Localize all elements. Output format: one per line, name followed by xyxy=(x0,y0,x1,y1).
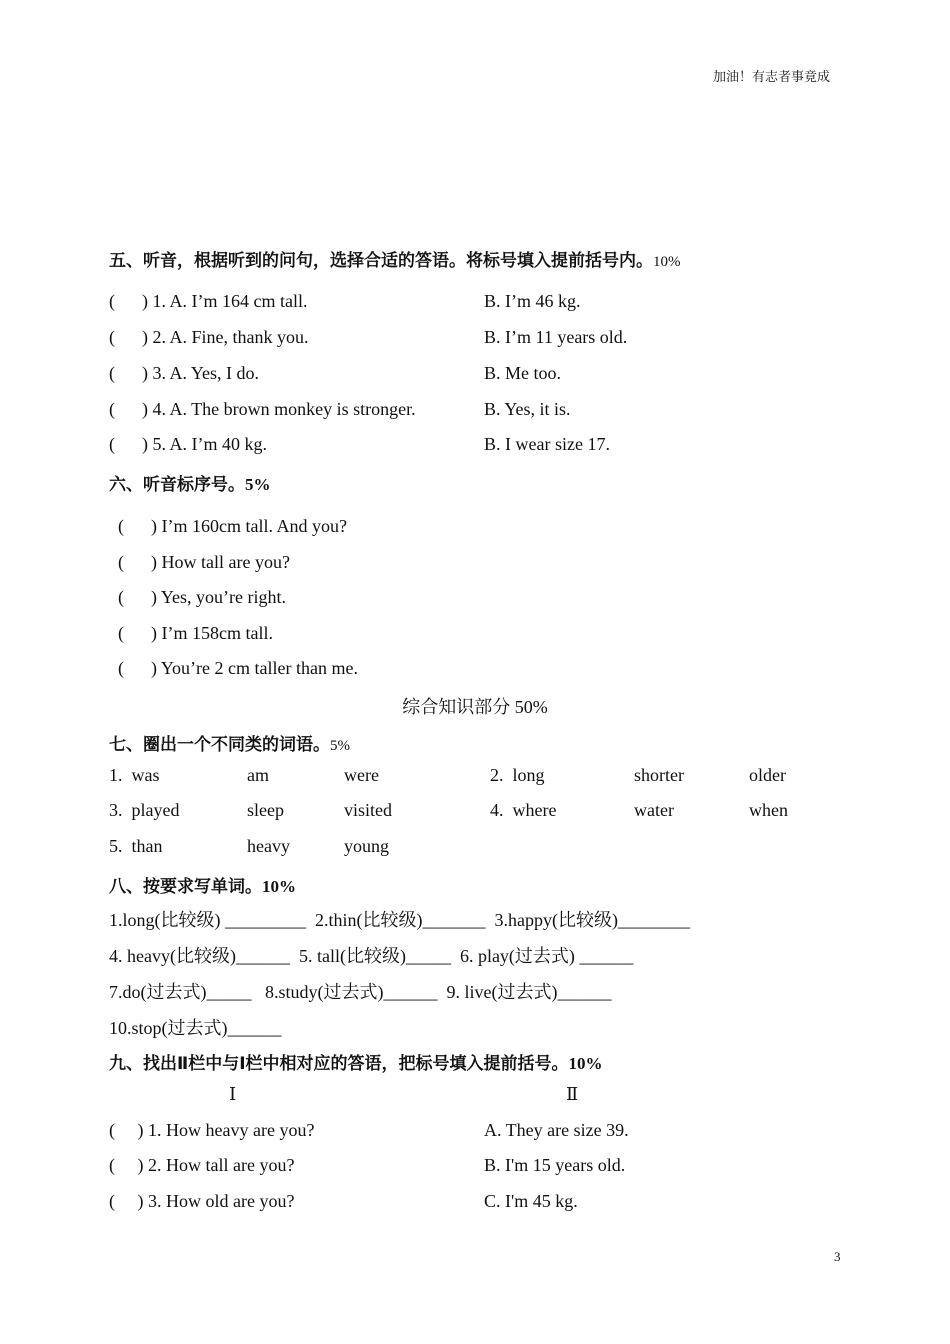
section5-item-3-option-b: B. Me too. xyxy=(484,363,562,383)
page-number: 3 xyxy=(834,1249,841,1264)
section5-title-text: 五、听音，根据听到的问句，选择合适的答语。将标号填入提前括号内。 xyxy=(109,251,653,271)
section5-item-2-option-b: B. I’m 11 years old. xyxy=(484,327,628,347)
section9-item-3-answer: C. I'm 45 kg. xyxy=(484,1191,578,1211)
section7-row-1-word-4: 2. long xyxy=(490,765,545,785)
section8-line-4: 10.stop(过去式)______ xyxy=(109,1018,282,1038)
section5-item-5-question: ( ) 5. A. I’m 40 kg. xyxy=(109,434,267,454)
section7-row-3-word-2: heavy xyxy=(247,836,290,856)
section9-title-text: 九、找出Ⅱ栏中与Ⅰ栏中相对应的答语，把标号填入提前括号。 xyxy=(109,1054,569,1074)
section5-item-2-question: ( ) 2. A. Fine, thank you. xyxy=(109,327,309,347)
section9-item-1-question: ( ) 1. How heavy are you? xyxy=(109,1120,315,1140)
section7-row-1-word-1: 1. was xyxy=(109,765,160,785)
section7-row-3-word-1: 5. than xyxy=(109,836,163,856)
section6-title-text: 六、听音标序号。 xyxy=(109,475,245,495)
section9-column-1-header: Ⅰ xyxy=(229,1084,237,1104)
section7-row-2-word-5: water xyxy=(634,800,674,820)
section7-row-3-word-3: young xyxy=(344,836,389,856)
section5-pct: 10% xyxy=(653,254,681,270)
section6-item-1: ( ) I’m 160cm tall. And you? xyxy=(118,516,347,536)
section9-item-2-question: ( ) 2. How tall are you? xyxy=(109,1155,295,1175)
section7-row-1-word-6: older xyxy=(749,765,786,785)
section7-row-2-word-4: 4. where xyxy=(490,800,557,820)
header-motto: 加油！有志者事竟成 xyxy=(713,69,831,84)
section6-item-5: ( ) You’re 2 cm taller than me. xyxy=(118,658,358,678)
section7-row-2-word-2: sleep xyxy=(247,800,284,820)
section9-title xyxy=(109,1049,603,1074)
section5-item-1-question: ( ) 1. A. I’m 164 cm tall. xyxy=(109,291,308,311)
section8-title xyxy=(109,872,296,897)
section8-line-2: 4. heavy(比较级)______ 5. tall(比较级)_____ 6. play(过去式) ______ xyxy=(109,946,634,966)
part-heading: 综合知识部分 50% xyxy=(402,697,548,717)
section7-row-1-word-3: were xyxy=(344,765,379,785)
section7-row-1-word-2: am xyxy=(247,765,269,785)
section5-item-5-option-b: B. I wear size 17. xyxy=(484,434,610,454)
section9-item-1-answer: A. They are size 39. xyxy=(484,1120,629,1140)
section5-title xyxy=(109,246,681,271)
section6-title xyxy=(109,470,271,495)
section5-item-1-option-b: B. I’m 46 kg. xyxy=(484,291,581,311)
section7-pct: 5% xyxy=(330,738,350,754)
section8-pct: 10% xyxy=(262,877,296,896)
section7-title-text: 七、圈出一个不同类的词语。 xyxy=(109,735,330,755)
section9-pct: 10% xyxy=(568,1054,603,1073)
section7-row-2-word-3: visited xyxy=(344,800,392,820)
section7-row-2-word-1: 3. played xyxy=(109,800,180,820)
section7-row-2-word-6: when xyxy=(749,800,788,820)
section9-column-2-header: Ⅱ xyxy=(566,1084,579,1104)
section6-item-4: ( ) I’m 158cm tall. xyxy=(118,623,273,643)
section7-row-1-word-5: shorter xyxy=(634,765,684,785)
section6-item-3: ( ) Yes, you’re right. xyxy=(118,587,286,607)
section5-item-4-question: ( ) 4. A. The brown monkey is stronger. xyxy=(109,399,416,419)
section9-item-2-answer: B. I'm 15 years old. xyxy=(484,1155,626,1175)
section5-item-4-option-b: B. Yes, it is. xyxy=(484,399,571,419)
section5-item-3-question: ( ) 3. A. Yes, I do. xyxy=(109,363,260,383)
section8-line-3: 7.do(过去式)_____ 8.study(过去式)______ 9. live(过去式)______ xyxy=(109,982,612,1002)
section6-pct: 5% xyxy=(245,475,271,494)
section8-title-text: 八、按要求写单词。 xyxy=(109,877,262,897)
section9-item-3-question: ( ) 3. How old are you? xyxy=(109,1191,295,1211)
section7-title xyxy=(109,730,350,755)
section8-line-1: 1.long(比较级) _________ 2.thin(比较级)_______ 3.happy(比较级)________ xyxy=(109,910,690,930)
section6-item-2: ( ) How tall are you? xyxy=(118,552,290,572)
